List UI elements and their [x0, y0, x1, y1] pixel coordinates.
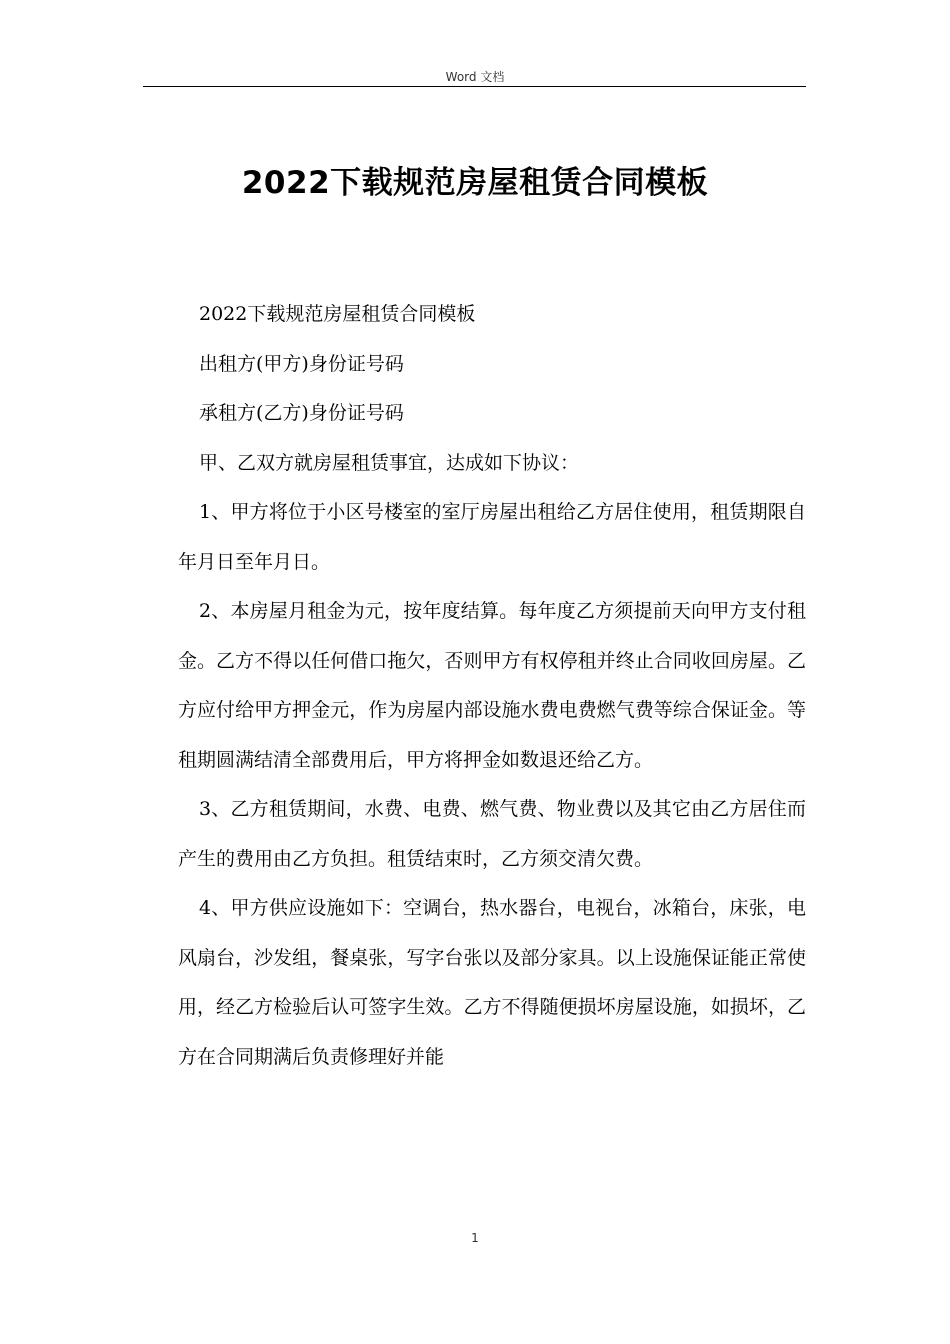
- header-divider: [143, 86, 806, 87]
- page-number: 1: [471, 1231, 479, 1245]
- paragraph-clause-2: 2、本房屋月租金为元，按年度结算。每年度乙方须提前天向甲方支付租金。乙方不得以任何借口拖欠，否则甲方有权停租并终止合同收回房屋。乙方应付给甲方押金元，作为房屋内部设施水费电费燃气费等综合保证金。等租期圆满结清全部费用后，甲方将押金如数退还给乙方。: [178, 600, 806, 771]
- paragraph-clause-4: 4、甲方供应设施如下：空调台，热水器台，电视台，冰箱台，床张，电风扇台，沙发组，餐桌张，写字台张以及部分家具。以上设施保证能正常使用，经乙方检验后认可签字生效。乙方不得随便损坏房屋设施，如损坏，乙方在合同期满后负责修理好并能: [178, 897, 806, 1068]
- document-title: 2022下载规范房屋租赁合同模板: [241, 165, 709, 201]
- paragraph-agreement-intro: 甲、乙双方就房屋租赁事宜，达成如下协议：: [199, 451, 580, 474]
- paragraph-clause-1: 1、甲方将位于小区号楼室的室厅房屋出租给乙方居住使用，租赁期限自年月日至年月日。: [178, 501, 806, 573]
- document-body: [178, 290, 806, 1082]
- paragraph-clause-3: 3、乙方租赁期间，水费、电费、燃气费、物业费以及其它由乙方居住而产生的费用由乙方负担。租赁结束时，乙方须交清欠费。: [178, 798, 806, 870]
- page-header: Word 文档: [445, 70, 505, 84]
- paragraph-lessee-id: 承租方(乙方)身份证号码: [199, 402, 404, 424]
- paragraph-heading: 2022下载规范房屋租赁合同模板: [199, 303, 476, 325]
- paragraph-lessor-id: 出租方(甲方)身份证号码: [199, 352, 404, 375]
